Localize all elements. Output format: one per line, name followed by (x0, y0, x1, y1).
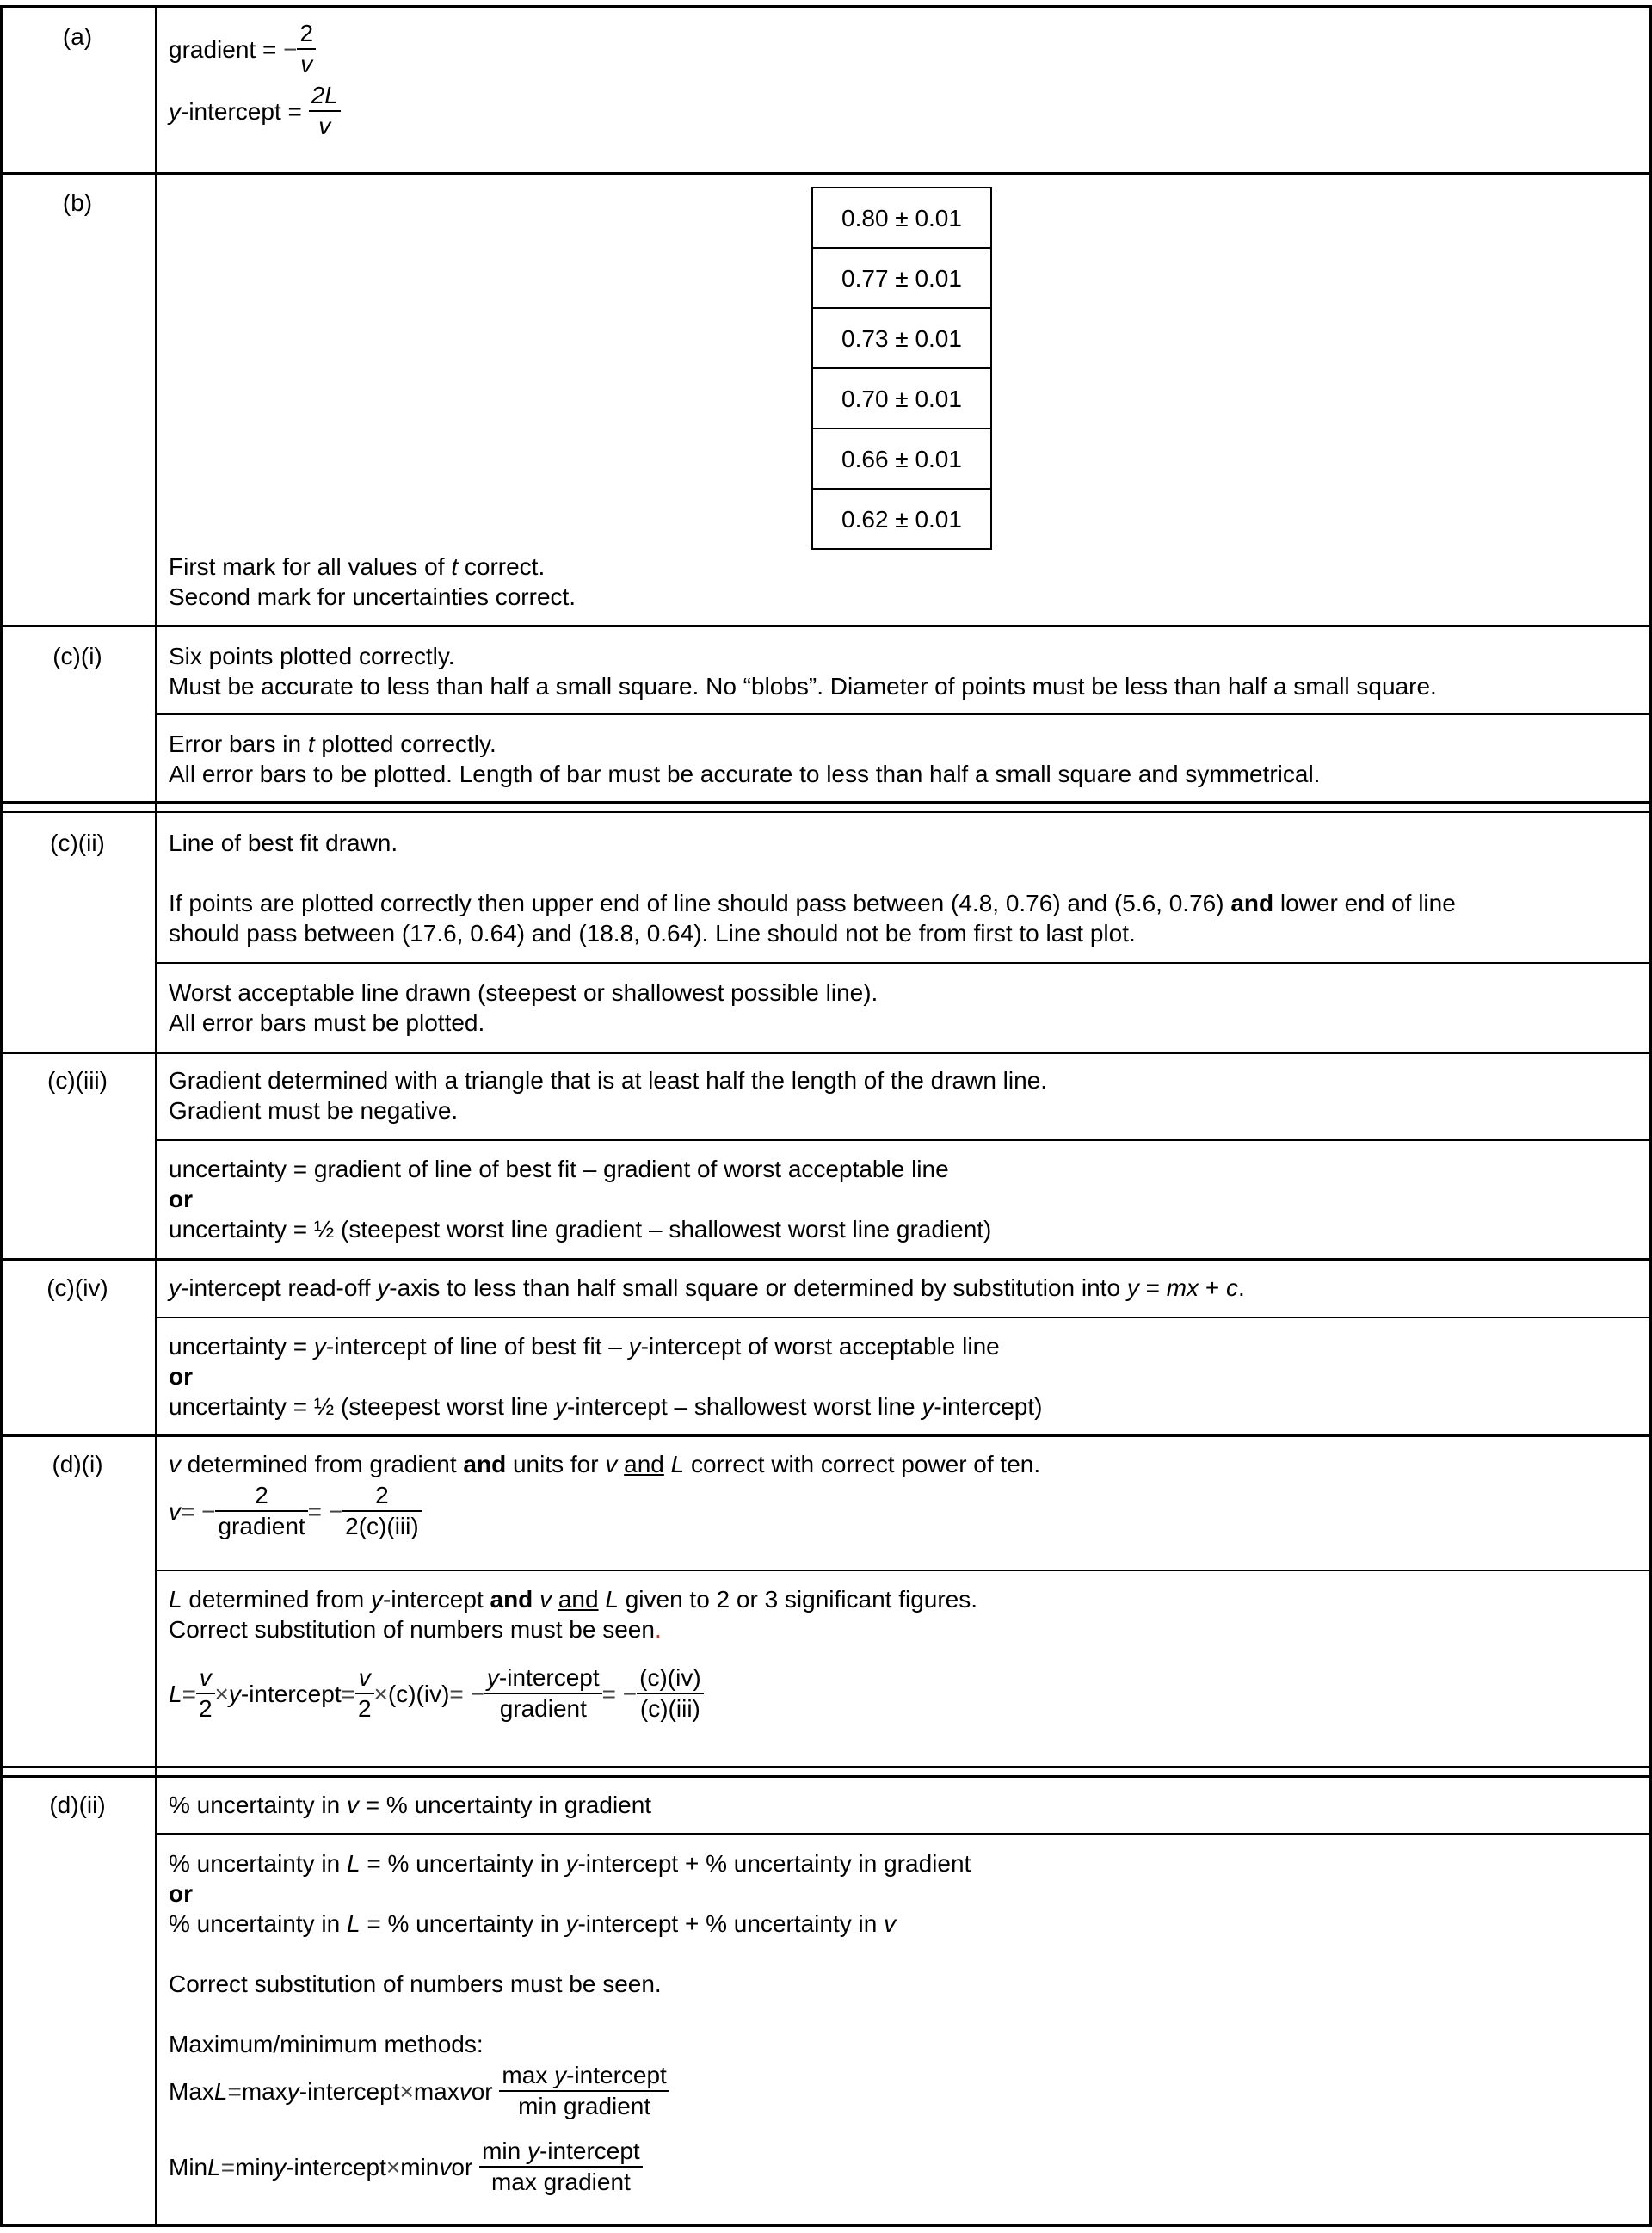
part-b-notes: First mark for all values of t correct. Second mark for uncertainties correct. (169, 553, 576, 610)
part-label-di: (d)(i) (52, 1451, 103, 1477)
row-border (0, 625, 1652, 627)
sub-row-border (155, 1317, 1652, 1318)
row-border (0, 2224, 1652, 2227)
fraction: $\frac{2L}{v}$ (309, 81, 341, 141)
fraction: $\frac{v}{2}$ (196, 1663, 215, 1724)
part-label-a: (a) (62, 23, 93, 50)
fraction: $\frac{\text{min y-intercept}}{\text{max gradient}}$ (479, 2137, 643, 2197)
fraction: $\frac{\text{y-intercept}}{\text{gradient}}$ (484, 1663, 602, 1724)
part-cii-row1: Line of best fit drawn. If points are plotted correctly then upper end of line should pass between (4.8, 0.76) and (5.6, 0.76) and lower end of line should pass between (17.6, 0.64) and (18.8, 0.64). Line should not be from first to last plot. (169, 830, 1456, 947)
row-border (0, 172, 1652, 175)
part-label-ciii: (c)(iii) (47, 1067, 108, 1094)
part-label-dii: (d)(ii) (49, 1792, 106, 1818)
row-border (0, 801, 1652, 804)
fraction: $\frac{\text{max y-intercept}}{\text{min gradient}}$ (499, 2061, 669, 2121)
sub-row-border (155, 1833, 1652, 1835)
row-border (0, 1052, 1652, 1054)
v-formula: v = − $\frac{2}{\text{gradient}}$ = − $\frac{2}{\text{2(c)(iii)}}$ (169, 1481, 1640, 1541)
min-L-formula: Min L = min y -intercept × min v or $\frac{\text{min y-intercept}}{\text{max gradient}}$ (169, 2137, 1640, 2197)
part-civ-row1: y-intercept read-off y-axis to less than half small square or determined by substitution into y = mx + c. (169, 1274, 1245, 1301)
part-label-cii: (c)(ii) (50, 830, 105, 856)
part-ci-row2: Error bars in t plotted correctly. All error bars to be plotted. Length of bar must be accurate to less than half a small square and symmetrical. (169, 731, 1321, 787)
t-value-cell: 0.77 ± 0.01 (813, 249, 990, 309)
t-values-table (811, 187, 992, 550)
column-divider (155, 7, 157, 2227)
part-a-content (169, 19, 1640, 141)
part-ciii-row2: uncertainty = gradient of line of best fit – gradient of worst acceptable line or uncertainty = ½ (steepest worst line gradient – shallowest worst line gradient) (169, 1156, 992, 1243)
row-border (0, 1766, 1652, 1768)
sub-row-border (155, 962, 1652, 964)
fraction: $\frac{2}{\text{2(c)(iii)}}$ (342, 1481, 422, 1541)
t-value-cell: 0.66 ± 0.01 (813, 429, 990, 490)
part-label-ci: (c)(i) (52, 643, 102, 669)
t-value-cell: 0.80 ± 0.01 (813, 188, 990, 249)
row-border (0, 5, 1652, 8)
fraction: $\frac{2}{v}$ (297, 19, 316, 79)
y-intercept-formula: y -intercept = $\frac{2L}{v}$ (169, 81, 1640, 141)
part-ciii-row1: Gradient determined with a triangle that is at least half the length of the drawn line. Gradient must be negative. (169, 1067, 1048, 1124)
sub-row-border (155, 1570, 1652, 1571)
fraction: $\frac{(c)(iv)}{\text{(c)(iii)}}$ (637, 1663, 704, 1724)
t-value-cell: 0.62 ± 0.01 (841, 505, 962, 533)
L-formula: L = $\frac{v}{2}$ × y -intercept = $\frac{v}{2}$ × (c)(iv) = − $\frac{\text{y-intercept}}{\text{gradient}}$ = − $\frac{(c)(iv)}{\text{(c)(iii)}}$ (169, 1663, 1640, 1724)
t-value-cell: 0.70 ± 0.01 (813, 369, 990, 429)
row-border (0, 811, 1652, 813)
part-dii-row1: % uncertainty in v = % uncertainty in gradient (169, 1792, 652, 1818)
part-di-row2: L determined from y-intercept and v and L given to 2 or 3 significant figures. Correct substitution of numbers must be seen. L = $\frac{v}{2}$ × y -intercept = $\frac{v}{2}$ × (c)(iv) = − $\frac{\text{y-intercept}}{\text{gradient}}$ = − $\frac{(c)(iv)}{\text{(c)(iii)}}$ (169, 1584, 1640, 1724)
part-cii-row2: Worst acceptable line drawn (steepest or shallowest possible line). All error bars must be plotted. (169, 979, 878, 1036)
sub-row-border (155, 713, 1652, 715)
left-border (0, 7, 3, 2227)
gradient-formula: gradient = − $\frac{2}{v}$ (169, 19, 1640, 79)
fraction: $\frac{2}{\text{gradient}}$ (215, 1481, 307, 1541)
sub-row-border (155, 1139, 1652, 1141)
part-dii-row2: % uncertainty in L = % uncertainty in y-intercept + % uncertainty in gradient or % uncertainty in L = % uncertainty in y-intercept + % uncertainty in v Correct substitution of numbers must be seen. Maximum/minimum methods: Max L = max y -intercept × max v or $\frac{\text{max y-intercept}}{\text{min gradient}}$ Min L = min y -intercept × min v or $\frac{\text{min y-intercept}}{\text{max gradient}}$ (169, 1848, 1640, 2197)
part-label-b: (b) (62, 189, 93, 216)
t-value-cell: 0.73 ± 0.01 (813, 309, 990, 369)
part-ci-row1: Six points plotted correctly. Must be accurate to less than half a small square. No “blobs”. Diameter of points must be less than half a small square. (169, 643, 1437, 700)
part-di-row1: v determined from gradient and units for v and L correct with correct power of ten. v = − $\frac{2}{\text{gradient}}$ = − $\frac{2}{\text{2(c)(iii)}}$ (169, 1449, 1640, 1541)
part-label-civ: (c)(iv) (46, 1274, 108, 1301)
row-border (0, 1775, 1652, 1778)
fraction: $\frac{v}{2}$ (355, 1663, 374, 1724)
part-civ-row2: uncertainty = y-intercept of line of best fit – y-intercept of worst acceptable line or uncertainty = ½ (steepest worst line y-intercept – shallowest worst line y-intercept) (169, 1333, 1043, 1420)
row-border (0, 1434, 1652, 1437)
row-border (0, 1258, 1652, 1261)
max-L-formula: Max L = max y -intercept × max v or $\frac{\text{max y-intercept}}{\text{min gradient}}$ (169, 2061, 1640, 2121)
